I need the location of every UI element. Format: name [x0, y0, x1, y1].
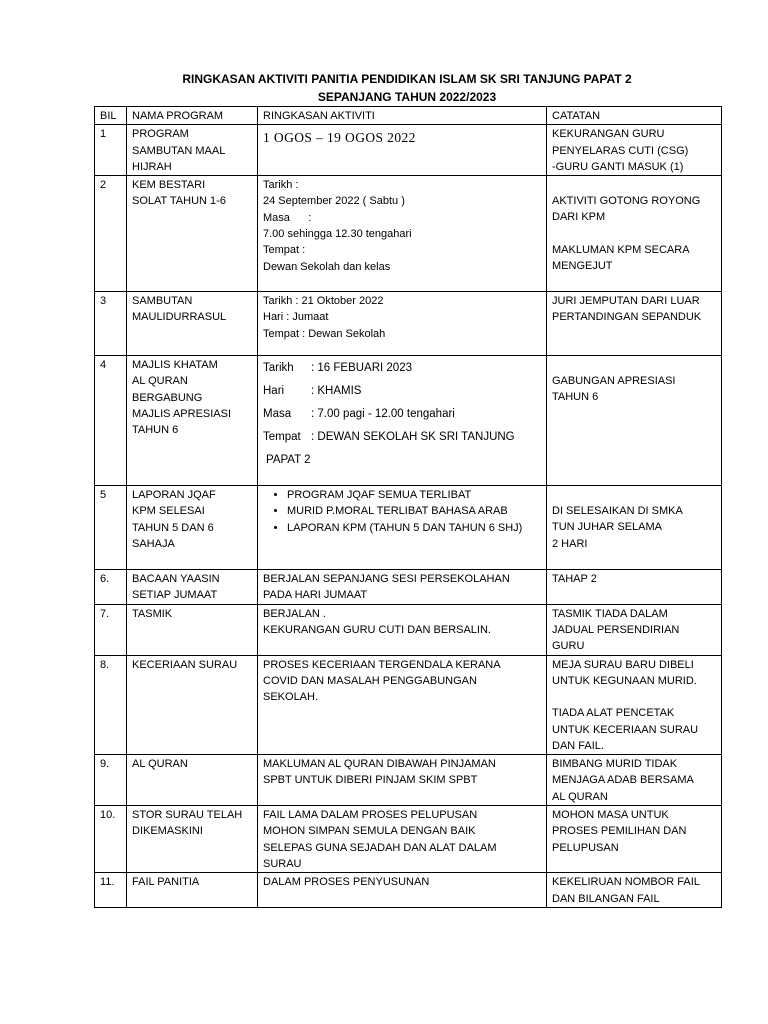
ringkasan-key: Tempat — [263, 431, 301, 444]
catatan-line: MAKLUMAN KPM SECARA — [552, 243, 690, 256]
catatan-line: DI SELESAIKAN DI SMKA — [552, 505, 683, 518]
ringkasan-value: PAPAT 2 — [266, 454, 311, 467]
table-row — [95, 356, 722, 486]
catatan-line: KEKELIRUAN NOMBOR FAIL — [552, 876, 700, 889]
cell-catatan — [547, 486, 722, 570]
catatan-line: 2 HARI — [552, 537, 588, 550]
cell-bil: 11. — [95, 873, 127, 908]
table-row — [95, 655, 722, 754]
ringkasan-line — [263, 449, 541, 472]
ringkasan-line: Dewan Sekolah dan kelas — [263, 260, 391, 273]
ringkasan-line: Tarikh : — [263, 179, 299, 192]
catatan-line: UNTUK KEGUNAAN MURID. — [552, 674, 697, 687]
cell-program: TASMIK — [127, 604, 258, 655]
list-item: • PROGRAM JQAF SEMUA TERLIBAT — [287, 487, 541, 503]
cell-ringkasan: BERJALAN . KEKURANGAN GURU CUTI DAN BERSALIN. — [258, 604, 547, 655]
ringkasan-key: Hari — [263, 385, 285, 398]
table-row — [95, 486, 722, 570]
ringkasan-line — [263, 380, 541, 403]
catatan-line: MENJAGA ADAB BERSAMA — [552, 774, 694, 787]
cell-catatan — [547, 356, 722, 486]
cell-catatan — [547, 604, 722, 655]
cell-catatan — [547, 125, 722, 176]
ringkasan-key: Masa — [263, 408, 292, 421]
cell-catatan — [547, 176, 722, 292]
cell-ringkasan — [258, 292, 547, 356]
cell-bil: 5 — [95, 486, 127, 570]
cell-program: AL QURAN — [127, 755, 258, 806]
header-bil: BIL — [95, 107, 127, 125]
catatan-line: JADUAL PERSENDIRIAN — [552, 624, 680, 637]
activity-table — [94, 106, 722, 908]
catatan-line: TIADA ALAT PENCETAK — [552, 707, 675, 720]
cell-bil: 6. — [95, 570, 127, 605]
list-item: • LAPORAN KPM (TAHUN 5 DAN TAHUN 6 SHJ) — [287, 520, 541, 536]
cell-program: SAMBUTAN MAULIDURRASUL — [127, 292, 258, 356]
ringkasan-line — [263, 426, 541, 449]
cell-ringkasan — [258, 486, 547, 570]
ringkasan-line: 24 September 2022 ( Sabtu ) — [263, 195, 405, 208]
table-row — [95, 176, 722, 292]
ringkasan-line: Hari : Jumaat — [263, 311, 329, 324]
ringkasan-line: Tempat : Dewan Sekolah — [263, 327, 386, 340]
catatan-line: UNTUK KECERIAAN SURAU — [552, 723, 699, 736]
cell-bil: 8. — [95, 655, 127, 754]
ringkasan-value: : 16 FEBUARI 2023 — [311, 362, 412, 375]
header-catatan: CATATAN — [547, 107, 722, 125]
cell-ringkasan: DALAM PROSES PENYUSUNAN — [258, 873, 547, 908]
catatan-line: GURU — [552, 640, 585, 653]
list-item: • MURID P.MORAL TERLIBAT BAHASA ARAB — [287, 503, 541, 519]
table-row — [95, 125, 722, 176]
cell-catatan — [547, 806, 722, 873]
ringkasan-line: Tempat : — [263, 244, 306, 257]
ringkasan-line: Masa : — [263, 211, 312, 224]
ringkasan-line — [263, 357, 541, 380]
table-row — [95, 570, 722, 605]
catatan-line: TAHUN 6 — [552, 391, 599, 404]
cell-ringkasan — [258, 356, 547, 486]
ringkasan-value: : 7.00 pagi - 12.00 tengahari — [311, 408, 455, 421]
cell-ringkasan: PROSES KECERIAAN TERGENDALA KERANA COVID DAN MASALAH PENGGABUNGAN SEKOLAH. — [258, 655, 547, 754]
catatan-line: PELUPUSAN — [552, 841, 619, 854]
catatan-line: KEKURANGAN GURU — [552, 128, 665, 141]
catatan-line: DARI KPM — [552, 211, 606, 224]
cell-program: PROGRAM SAMBUTAN MAAL HIJRAH — [127, 125, 258, 176]
cell-catatan — [547, 292, 722, 356]
header-program: NAMA PROGRAM — [127, 107, 258, 125]
catatan-line: MEJA SURAU BARU DIBELI — [552, 658, 694, 671]
cell-ringkasan: BERJALAN SEPANJANG SESI PERSEKOLAHAN PADA HARI JUMAAT — [258, 570, 547, 605]
ringkasan-line — [263, 403, 541, 426]
catatan-line: TASMIK TIADA DALAM — [552, 607, 668, 620]
cell-bil: 4 — [95, 356, 127, 486]
ringkasan-date: 1 OGOS – 19 OGOS 2022 — [263, 130, 416, 146]
cell-program: KECERIAAN SURAU — [127, 655, 258, 754]
catatan-line: AL QURAN — [552, 790, 608, 803]
table-header-row — [95, 107, 722, 125]
cell-bil: 7. — [95, 604, 127, 655]
cell-program: FAIL PANITIA — [127, 873, 258, 908]
cell-catatan — [547, 755, 722, 806]
cell-program: KEM BESTARI SOLAT TAHUN 1-6 — [127, 176, 258, 292]
catatan-line: MOHON MASA UNTUK — [552, 809, 669, 822]
catatan-line: PENYELARAS CUTI (CSG) — [552, 144, 689, 157]
cell-catatan — [547, 570, 722, 605]
ringkasan-value: : DEWAN SEKOLAH SK SRI TANJUNG — [311, 431, 515, 444]
table-row — [95, 806, 722, 873]
cell-ringkasan: MAKLUMAN AL QURAN DIBAWAH PINJAMAN SPBT UNTUK DIBERI PINJAM SKIM SPBT — [258, 755, 547, 806]
header-ringkasan: RINGKASAN AKTIVITI — [258, 107, 547, 125]
table-row — [95, 604, 722, 655]
catatan-line: JURI JEMPUTAN DARI LUAR — [552, 295, 700, 308]
cell-program: MAJLIS KHATAM AL QURAN BERGABUNG MAJLIS APRESIASI TAHUN 6 — [127, 356, 258, 486]
cell-program: BACAAN YAASIN SETIAP JUMAAT — [127, 570, 258, 605]
catatan-line: DAN BILANGAN FAIL — [552, 892, 660, 905]
catatan-line: PERTANDINGAN SEPANDUK — [552, 311, 702, 324]
catatan-line: -GURU GANTI MASUK (1) — [552, 160, 684, 173]
cell-program: LAPORAN JQAF KPM SELESAI TAHUN 5 DAN 6 SAHAJA — [127, 486, 258, 570]
catatan-line: PROSES PEMILIHAN DAN — [552, 825, 687, 838]
document-subtitle: SEPANJANG TAHUN 2022/2023 — [317, 90, 497, 104]
document-title: RINGKASAN AKTIVITI PANITIA PENDIDIKAN ISLAM SK SRI TANJUNG PAPAT 2 — [182, 72, 632, 86]
catatan-line: TAHAP 2 — [552, 573, 597, 586]
ringkasan-line: Tarikh : 21 Oktober 2022 — [263, 295, 384, 308]
catatan-line: MENGEJUT — [552, 260, 613, 273]
ringkasan-bullet-list — [263, 487, 541, 536]
cell-catatan — [547, 873, 722, 908]
cell-ringkasan — [258, 176, 547, 292]
cell-bil: 3 — [95, 292, 127, 356]
cell-bil: 9. — [95, 755, 127, 806]
cell-ringkasan — [258, 125, 547, 176]
table-row — [95, 292, 722, 356]
cell-catatan — [547, 655, 722, 754]
cell-bil: 2 — [95, 176, 127, 292]
cell-program: STOR SURAU TELAH DIKEMASKINI — [127, 806, 258, 873]
catatan-line: GABUNGAN APRESIASI — [552, 375, 676, 388]
table-row — [95, 755, 722, 806]
catatan-line: TUN JUHAR SELAMA — [552, 521, 663, 534]
catatan-line: DAN FAIL. — [552, 739, 604, 752]
table-row — [95, 873, 722, 908]
cell-bil: 10. — [95, 806, 127, 873]
ringkasan-line: 7.00 sehingga 12.30 tengahari — [263, 228, 412, 241]
catatan-line: AKTIVITI GOTONG ROYONG — [552, 195, 701, 208]
cell-ringkasan: FAIL LAMA DALAM PROSES PELUPUSAN MOHON SIMPAN SEMULA DENGAN BAIK SELEPAS GUNA SEJADAH DAN ALAT DALAM SURAU — [258, 806, 547, 873]
catatan-line: BIMBANG MURID TIDAK — [552, 758, 678, 771]
ringkasan-value: : KHAMIS — [311, 385, 362, 398]
cell-bil: 1 — [95, 125, 127, 176]
ringkasan-key: Tarikh — [263, 362, 294, 375]
